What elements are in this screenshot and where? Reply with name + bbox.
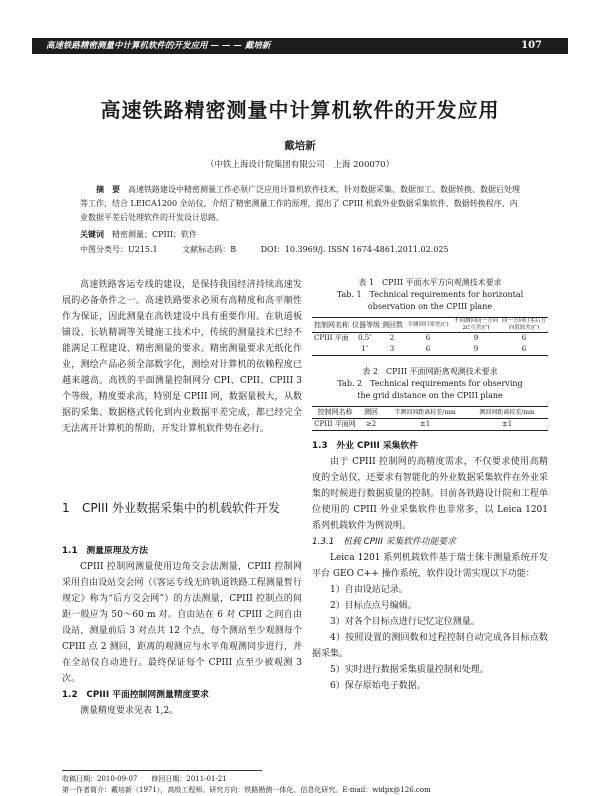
table-header-cell: 半测回归零差/(″) xyxy=(407,321,449,328)
clc-number: 中图分类号：U215.1 xyxy=(80,245,158,254)
table-2-caption-cn: 表 2 CPIII 平面网距离观测技术要求 xyxy=(362,367,498,376)
list-item: 2）目标点点号编辑。 xyxy=(330,601,417,611)
left-column-section-1 xyxy=(62,543,302,719)
table-header-cell: 仪器等级 xyxy=(352,320,380,329)
table-header-cell: 测回数 xyxy=(382,320,403,329)
table-cell: 9 xyxy=(473,334,479,342)
paper-title: 高速铁路精密测量中计算机软件的开发应用 xyxy=(100,98,500,122)
subsection-1-3-1-heading: 1.3.1 机载 CPIII 采集软件功能要求 xyxy=(312,537,456,547)
table-cell: 6 xyxy=(521,334,527,342)
table-header-cell: 半测回间距离较差/mm xyxy=(394,409,456,416)
table-row xyxy=(312,419,548,431)
keywords-label: 关键词 xyxy=(80,229,104,239)
accuracy-paragraph: 测量精度要求见表 1,2。 xyxy=(80,706,179,716)
table-1-caption-cn: 表 1 CPIII 平面水平方向观测技术要求 xyxy=(358,278,502,287)
table-cell: 2 xyxy=(389,334,395,342)
list-item: 6）保存原始电子数据。 xyxy=(330,681,426,691)
table-cell: CPIII 平面网 xyxy=(314,420,356,428)
table-1 xyxy=(312,317,548,356)
table-cell xyxy=(312,344,350,356)
table-2-caption-en-2: the grid distance on the CPIII plane xyxy=(357,391,503,400)
author: 戴培新 xyxy=(284,140,316,152)
section-1-heading xyxy=(62,498,302,518)
table-cell: ≥2 xyxy=(365,420,377,428)
right-column-text xyxy=(312,438,548,694)
table-2-header-row xyxy=(312,407,548,419)
document-code: 文献标志码：B xyxy=(182,245,237,254)
table-header-cell: 不同测回同一方向2C互差/(″) xyxy=(454,318,499,331)
table-cell: 3 xyxy=(389,345,395,353)
table-cell: ±1 xyxy=(419,420,431,428)
list-item: 3）对各个目标点进行记忆定位测量。 xyxy=(330,617,480,627)
intro-paragraph: 高速铁路客运专线的建设，是保持我国经济持续高速发展的必备条件之一。高速铁路要求必须有高精度和高平顺性作为保证，因此测量在高铁建设中具有重要作用。在轨道板铺设、长轨精调等关键施工技术中，传统的测量技术已经不能满足工程建设、精密测量的要求。精密测量要求无纸化作业，测绘产品必须全部数字化，测绘对计算机的依赖程度已越来越高。高铁的平面测量控制网分 CPI、CPII、CPIII 3 个等级，精度要求高，特别是 CPIII 网，数据量极大，从数据的采集、数据格式转化到内业数据平差完成，都已经完全无法离开计算机的帮助，开发计算机软件势在必行。 xyxy=(62,280,302,434)
table-cell: 6 xyxy=(521,345,527,353)
table-cell: 6 xyxy=(425,334,431,342)
table-header-cell: 控制网名称 xyxy=(314,320,349,329)
abstract-label: 摘 要 xyxy=(96,185,120,194)
keywords xyxy=(80,229,520,240)
table-header-cell: 测回 xyxy=(364,408,378,416)
table-header-cell: 同一方向归零后方向值较差/(″) xyxy=(502,318,547,331)
table-cell: 6 xyxy=(425,345,431,353)
table-cell: 9 xyxy=(473,345,479,353)
table-header-cell: 控制网名称 xyxy=(317,408,353,416)
received-dates: 收稿日期：2010-09-07 修回日期：2011-01-21 xyxy=(62,775,227,783)
table-cell: 1″ xyxy=(361,345,369,353)
list-item: 5）实时进行数据采集质量控制和处理。 xyxy=(330,665,489,675)
left-column-intro xyxy=(62,277,302,437)
table-1-caption-en-1: Tab. 1 Technical requirements for horizontal xyxy=(336,290,524,299)
function-intro-paragraph: Leica 1201 系列机载软件基于瑞士徕卡测量系统开发平台 GEO C++ 操作系统，软件设计需实现以下功能： xyxy=(312,553,548,579)
table-cell: ±1 xyxy=(501,420,513,428)
method-paragraph: CPIII 控制网测量使用边角交会法测量，CPIII 控制网采用自由设站交会网（《客运专线无砟轨道铁路工程测量暂行规定》称为“后方交会网”）的方法测量，CPIII 控制点的间距一般应为 50～60 m 对。自由站在 6 对 CPIII 之间自由设站，测量前后 3 对点共 12 个点，每个测站至少观测每个 CPIII 点 2 测回，距离的观测应与水平角观测同步进行，并在全站仪自动进行。最终保证每个 CPIII 点至少被观测 3 次。 xyxy=(62,562,302,684)
table-row xyxy=(312,333,548,345)
table-1-caption-en-2: observation on the CPIII plane xyxy=(367,302,493,311)
table-row xyxy=(312,344,548,356)
table-1-header-row xyxy=(312,318,548,333)
author-bio: 第一作者简介：戴培新（1971），高级工程师。研究方向：铁路勘测一体化、信息化研究。E-mail：widpx@126.com xyxy=(62,786,431,794)
table-2 xyxy=(312,406,548,431)
running-header xyxy=(32,38,568,54)
doi: DOI：10.3969/j. ISSN 1674-4861.2011.02.025 xyxy=(260,245,449,254)
classification-line xyxy=(80,244,520,255)
list-item: 1）自由设站记录。 xyxy=(330,585,408,595)
page-number: 107 xyxy=(521,40,542,51)
software-paragraph: 由于 CPIII 控制网的高精度需求，不仅要求使用高精度的全站仪，还要求有智能化的外业数据采集软件在外业采集的时候进行数据质量的控制。目前各铁路设计院和工程单位使用的 CPIII 外业采集软件也非常多，以 Leica 1201 系列机载软件为例说明。 xyxy=(312,457,548,531)
table-2-caption-en-1: Tab. 2 Technical requirements for observing xyxy=(337,379,523,388)
running-title: 高速铁路精密测量中计算机软件的开发应用 — — — 戴培新 xyxy=(46,41,271,51)
subsection-1-2-heading: 1.2 CPIII 平面控制网测量精度要求 xyxy=(62,690,209,700)
table-cell: CPIII 平面 xyxy=(314,334,349,342)
section-1-title: CPIII 外业数据采集中的机载软件开发 xyxy=(82,501,281,515)
abstract-text: 高速铁路建设中精密测量工作必须广泛应用计算机软件技术，针对数据采集、数据加工、数据转换、数据后处理等工作，结合 LEICA1200 全站仪，介绍了精密测量工作的原理，提出了 CPIII 机载外业数据采集软件、数据转换程序、内业数据平差后处理软件的开发设计思路。 xyxy=(80,185,520,222)
subsection-1-1-heading: 1.1 测量原理及方法 xyxy=(62,546,148,556)
affiliation: （中铁上海设计院集团有限公司 上海 200070） xyxy=(205,160,395,170)
footnote-rule xyxy=(62,770,262,771)
keywords-text: 精密测量；CPIII；软件 xyxy=(112,230,197,239)
list-item: 4）按照设置的测回数和过程控制自动完成各目标点数据采集。 xyxy=(312,633,548,659)
subsection-1-3-heading: 1.3 外业 CPIII 采集软件 xyxy=(312,441,419,451)
table-cell: 0.5″ xyxy=(358,334,372,342)
table-1-block xyxy=(312,277,548,431)
abstract xyxy=(80,183,520,225)
section-1-number: 1 xyxy=(62,501,70,515)
table-header-cell: 测回间距离较差/mm xyxy=(479,409,535,416)
